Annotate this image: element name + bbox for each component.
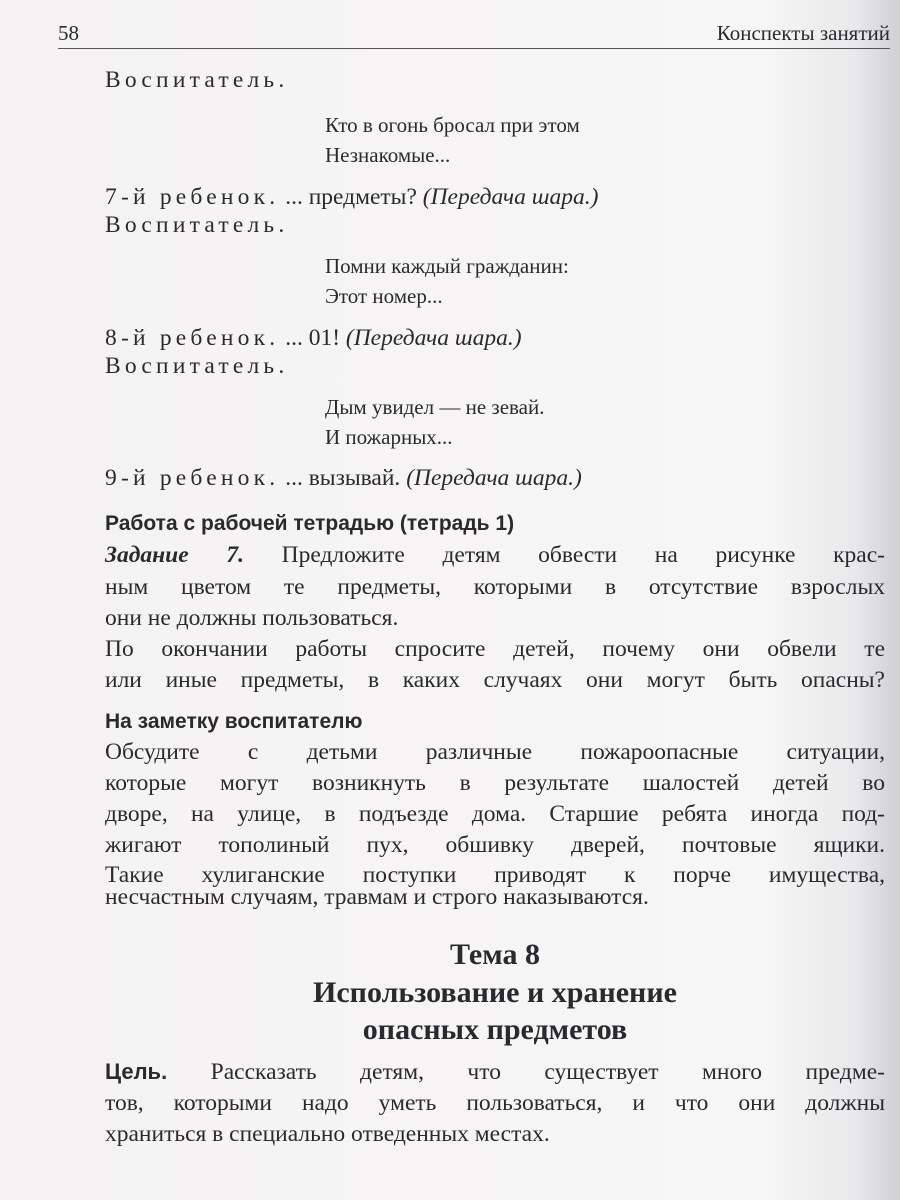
- dialogue-line: [105, 182, 885, 212]
- verse-line: Дым увидел — не зевай.: [325, 395, 545, 419]
- page-header: [58, 18, 890, 49]
- body-line: тов, которыми надо уметь пользоваться, и что они должны: [105, 1090, 885, 1116]
- verse-line: И пожарных...: [325, 425, 453, 449]
- task-label: Задание 7.: [105, 542, 244, 568]
- verse-line: Помни каждый гражданин:: [325, 254, 569, 278]
- topic-title: Использование и хранение: [313, 976, 677, 1009]
- line-text: ... предметы?: [279, 184, 423, 210]
- page-number: 58: [58, 21, 79, 45]
- stage-note: (Передача шара.): [345, 325, 522, 351]
- speaker: Воспитатель.: [105, 353, 289, 379]
- body-line: Такие хулиганские поступки приводят к порче имущества,: [105, 862, 885, 888]
- body-line: храниться в специально отведенных местах.: [105, 1121, 550, 1147]
- body-line: Обсудите с детьми различные пожароопасные ситуации,: [105, 739, 885, 765]
- body-line: [105, 1057, 885, 1087]
- goal-label: Цель.: [105, 1059, 168, 1084]
- stage-note: (Передача шара.): [422, 184, 599, 210]
- verse-line: Кто в огонь бросал при этом: [325, 113, 580, 137]
- body-line: или иные предметы, в каких случаях они могут быть опасны?: [105, 667, 885, 693]
- body-line: несчастным случаям, травмам и строго наказываются.: [105, 884, 649, 910]
- body-line: которые могут возникнуть в результате шалостей детей во: [105, 770, 885, 796]
- speaker: Воспитатель.: [105, 212, 289, 238]
- speaker: 8-й ребенок.: [105, 325, 280, 351]
- stage-note: (Передача шара.): [406, 465, 582, 491]
- speaker: 7-й ребенок.: [105, 184, 280, 210]
- topic-number: Тема 8: [450, 938, 540, 971]
- body-line: ным цветом те предметы, которыми в отсутствие взрослых: [105, 574, 885, 600]
- verse-line: Незнакомые...: [325, 143, 451, 167]
- body-text: Рассказать детям, что существует много предме-: [167, 1059, 885, 1085]
- body-text: Предложите детям обвести на рисунке крас-: [243, 542, 885, 568]
- body-line: жигают тополиный пух, обшивку дверей, почтовые ящики.: [105, 832, 885, 858]
- topic-title: опасных предметов: [362, 1013, 628, 1046]
- running-title: Конспекты занятий: [716, 21, 890, 45]
- verse-line: Этот номер...: [325, 284, 443, 308]
- dialogue-line: [105, 463, 885, 493]
- body-line: дворе, на улице, в подъезде дома. Старшие ребята иногда под-: [105, 801, 885, 827]
- speaker: Воспитатель.: [105, 67, 289, 93]
- dialogue-line: [105, 323, 885, 353]
- body-line: [105, 540, 885, 570]
- line-text: ... 01!: [279, 325, 346, 351]
- section-heading: Работа с рабочей тетрадью (тетрадь 1): [105, 512, 515, 535]
- speaker: 9-й ребенок.: [105, 465, 280, 491]
- section-heading: На заметку воспитателю: [105, 710, 363, 733]
- line-text: ... вызывай.: [279, 465, 407, 491]
- body-line: они не должны пользоваться.: [105, 605, 399, 631]
- body-line: По окончании работы спросите детей, почему они обвели те: [105, 636, 885, 662]
